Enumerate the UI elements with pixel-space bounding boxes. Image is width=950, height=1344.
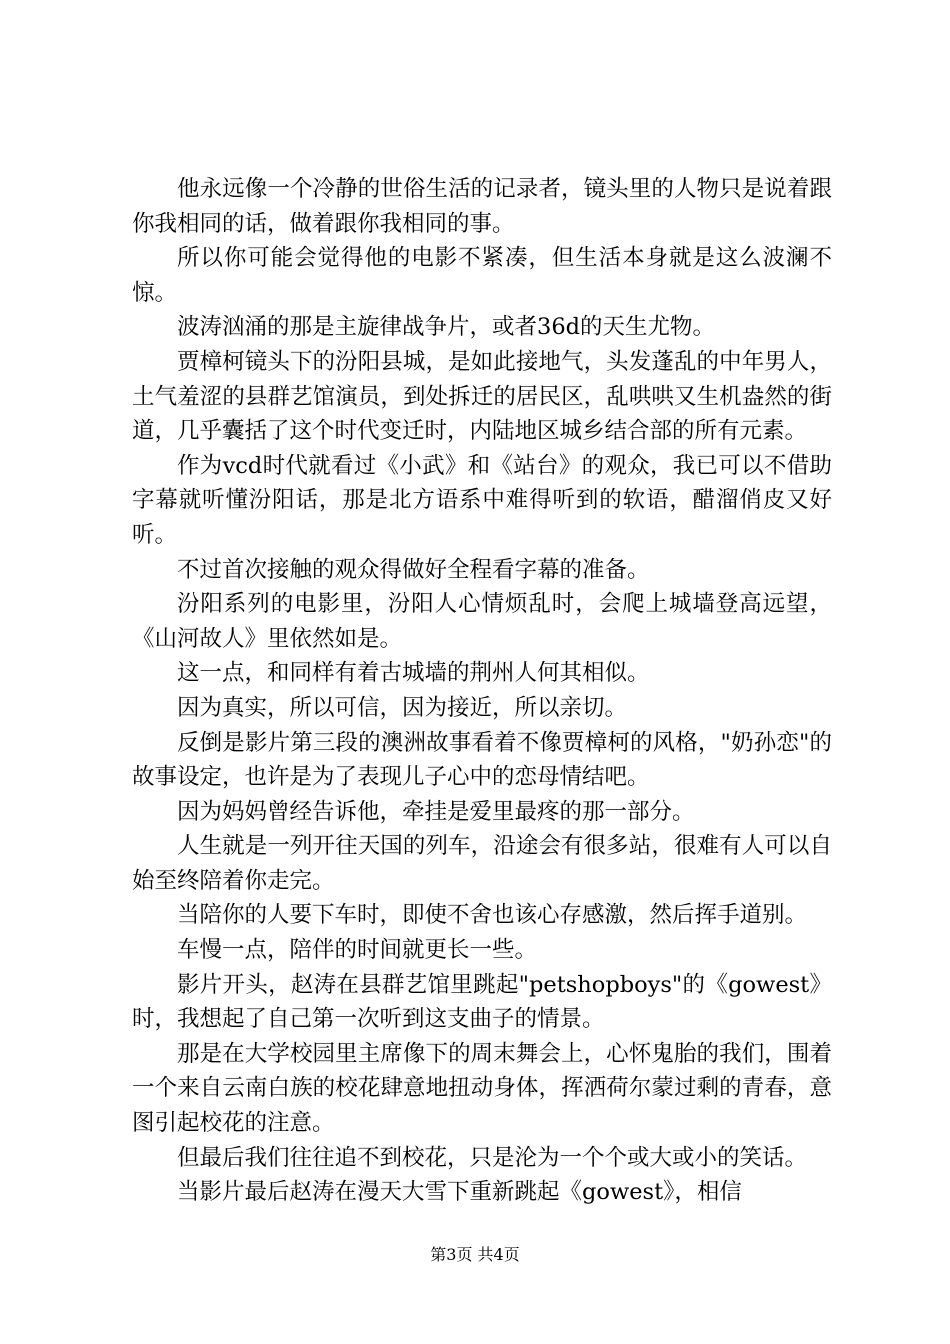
paragraph: 那是在大学校园里主席像下的周末舞会上，心怀鬼胎的我们，围着一个来自云南白族的校花肆意地扭动身体，挥洒荷尔蒙过剩的青春，意图引起校花的注意。 — [132, 1040, 832, 1137]
paragraph: 影片开头，赵涛在县群艺馆里跳起"petshopboys"的《gowest》时，我想起了自己第一次听到这支曲子的情景。 — [132, 971, 832, 1033]
paragraph: 他永远像一个冷静的世俗生活的记录者，镜头里的人物只是说着跟你我相同的话，做着跟你我相同的事。 — [132, 176, 832, 237]
paragraph: 人生就是一列开往天国的列车，沿途会有很多站，很难有人可以自始至终陪着你走完。 — [132, 833, 832, 894]
paragraph: 反倒是影片第三段的澳洲故事看着不像贾樟柯的风格，"奶孙恋"的故事设定，也许是为了表现儿子心中的恋母情结吧。 — [132, 729, 832, 791]
paragraph: 但最后我们往往追不到校花，只是沦为一个个或大或小的笑话。 — [177, 1144, 808, 1171]
paragraph: 当陪你的人要下车时，即使不舍也该心存感激，然后挥手道别。 — [177, 902, 808, 929]
page-number-label: 第3页 共4页 — [430, 1245, 520, 1264]
paragraph: 所以你可能会觉得他的电影不紧凑，但生活本身就是这么波澜不惊。 — [132, 245, 832, 306]
paragraph: 因为妈妈曾经告诉他，牵挂是爱里最疼的那一部分。 — [177, 798, 695, 825]
paragraph: 汾阳系列的电影里，汾阳人心情烦乱时，会爬上城墙登高远望，《山河故人》里依然如是。 — [132, 591, 832, 652]
paragraph: 波涛汹涌的那是主旋律战争片，或者36d的天生尤物。 — [177, 314, 716, 341]
paragraph: 因为真实，所以可信，因为接近，所以亲切。 — [177, 694, 628, 721]
article-body — [132, 172, 832, 1210]
paragraph: 车慢一点，陪伴的时间就更长一些。 — [177, 937, 538, 964]
page-footer — [0, 1244, 950, 1266]
paragraph: 不过首次接触的观众得做好全程看字幕的准备。 — [177, 556, 650, 583]
paragraph: 贾樟柯镜头下的汾阳县城，是如此接地气，头发蓬乱的中年男人，土气羞涩的县群艺馆演员，到处拆迁的居民区，乱哄哄又生机盎然的街道，几乎囊括了这个时代变迁时，内陆地区城乡结合部的所有元素。 — [132, 348, 832, 445]
paragraph: 当影片最后赵涛在漫天大雪下重新跳起《gowest》，相信 — [177, 1179, 742, 1206]
paragraph: 作为vcd时代就看过《小武》和《站台》的观众，我已可以不借助字幕就听懂汾阳话，那是北方语系中难得听到的软语，醋溜俏皮又好听。 — [132, 452, 832, 548]
paragraph: 这一点，和同样有着古城墙的荆州人何其相似。 — [177, 660, 650, 687]
